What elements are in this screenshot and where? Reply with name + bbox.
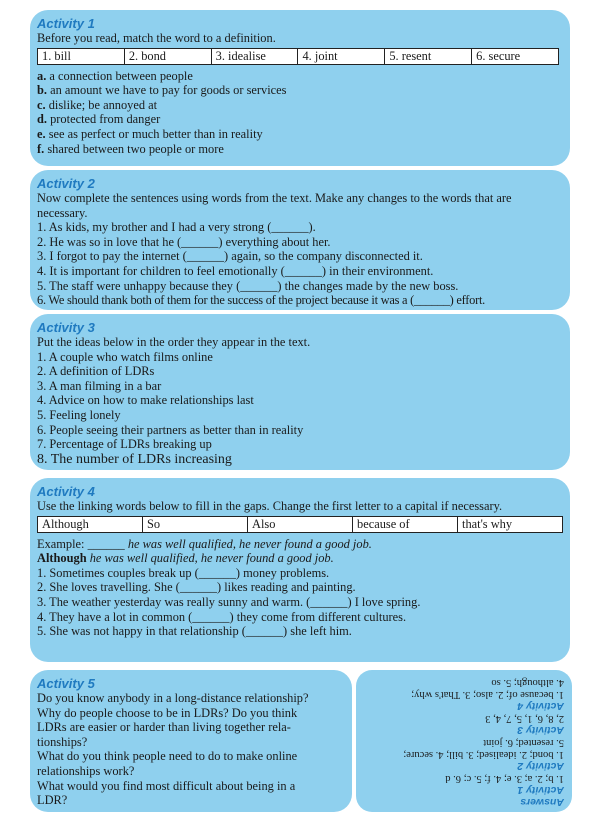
gap-sentence: 3. The weather yesterday was really sunny and warm. (______) I love spring. — [37, 594, 421, 609]
activity-1-word-table — [37, 48, 559, 65]
answers-box — [356, 670, 572, 812]
word-cell: 5. resent — [385, 49, 472, 64]
gap-sentence: 5. She was not happy in that relationship (______) she left him. — [37, 624, 352, 639]
definition-item: e. see as perfect or much better than in reality — [37, 126, 263, 141]
definition-item: d. protected from danger — [37, 112, 161, 127]
definition-item: a. a connection between people — [37, 68, 193, 83]
word-cell: 4. joint — [298, 49, 385, 64]
question-line: What do you think people need to do to make online — [37, 749, 298, 764]
answers-activity-3-title: Activity 3 — [517, 724, 564, 736]
activity-3-box — [30, 314, 570, 470]
linking-word-cell: So — [143, 517, 248, 532]
word-cell: 3. idealise — [212, 49, 299, 64]
activity-4-box — [30, 478, 570, 662]
activity-5-title: Activity 5 — [37, 676, 95, 691]
sentence-item: 2. He was so in love that he (______) everything about her. — [37, 234, 331, 249]
linking-word-cell: Although — [38, 517, 143, 532]
activity-1-instruction: Before you read, match the word to a definition. — [37, 31, 276, 45]
word-cell: 2. bond — [125, 49, 212, 64]
activity-5-box — [30, 670, 352, 812]
activity-4-word-table — [37, 516, 563, 533]
gap-sentence: 1. Sometimes couples break up (______) money problems. — [37, 565, 330, 580]
question-line: Do you know anybody in a long-distance relationship? — [37, 691, 309, 705]
activity-2-box — [30, 170, 570, 310]
definition-item: c. dislike; be annoyed at — [37, 97, 158, 112]
answers-activity-3-line: 2, 8, 6, 1, 5, 7, 4, 3 — [485, 713, 564, 724]
activity-1-box — [30, 10, 570, 166]
sentence-item: 5. The staff were unhappy because they (______) the changes made by the new boss. — [37, 278, 459, 293]
linking-word-cell: because of — [353, 517, 458, 532]
idea-item: 8. The number of LDRs increasing — [37, 451, 232, 467]
activity-2-title: Activity 2 — [37, 176, 95, 191]
idea-item: 4. Advice on how to make relationships last — [37, 393, 254, 408]
answers-title: Answers — [520, 796, 564, 808]
question-line: tionships? — [37, 734, 88, 749]
answers-activity-1-line: 1. b; 2. a; 3. e; 4. f; 5. c; 6. d — [445, 773, 564, 784]
activity-3-title: Activity 3 — [37, 320, 95, 335]
sentence-item: 3. I forgot to pay the internet (______) again, so the company disconnected it. — [37, 249, 423, 264]
definition-item: b. an amount we have to pay for goods or services — [37, 83, 287, 98]
question-line: relationships work? — [37, 763, 135, 778]
question-line: Why do people choose to be in LDRs? Do you think — [37, 705, 298, 720]
idea-item: 2. A definition of LDRs — [37, 364, 155, 379]
question-line: LDRs are easier or harder than living together rela- — [37, 720, 291, 735]
answers-activity-4-line: 4. although; 5. so — [491, 677, 564, 688]
example-line: Example: ______ he was well qualified, he never found a good job. — [37, 536, 372, 551]
answers-activity-4-line: 1. because of; 2. also; 3. That's why; — [411, 689, 564, 700]
activity-3-instruction: Put the ideas below in the order they appear in the text. — [37, 335, 311, 349]
sentence-item: 6. We should thank both of them for the success of the project because it was a (______) effort. — [37, 293, 486, 308]
idea-item: 7. Percentage of LDRs breaking up — [37, 437, 212, 452]
idea-item: 1. A couple who watch films online — [37, 349, 213, 364]
answers-activity-4-title: Activity 4 — [517, 700, 564, 712]
activity-2-instruction: Now complete the sentences using words from the text. Make any changes to the words that are necessary. — [37, 191, 512, 220]
word-cell: 6. secure — [476, 48, 521, 63]
linking-word-cell: Also — [248, 517, 353, 532]
idea-item: 5. Feeling lonely — [37, 407, 121, 422]
sentence-item: 4. It is important for children to feel emotionally (______) in their environment. — [37, 263, 434, 278]
activity-1-title: Activity 1 — [37, 16, 95, 31]
word-cell: 1. bill — [38, 49, 125, 64]
example-answer-line: Although he was well qualified, he never found a good job. — [37, 551, 334, 566]
gap-sentence: 4. They have a lot in common (______) they come from different cultures. — [37, 609, 407, 624]
answers-activity-2-line: 5. resented; 6. joint — [483, 737, 564, 748]
gap-sentence: 2. She loves travelling. She (______) likes reading and painting. — [37, 580, 356, 595]
answers-activity-1-title: Activity 1 — [517, 784, 564, 796]
activity-4-instruction: Use the linking words below to fill in the gaps. Change the first letter to a capital if necessary. — [37, 499, 503, 513]
definition-item: f. shared between two people or more — [37, 141, 224, 156]
activity-4-title: Activity 4 — [37, 484, 95, 499]
question-line: LDR? — [37, 793, 68, 808]
idea-item: 3. A man filming in a bar — [37, 378, 162, 393]
question-line: What would you find most difficult about being in a — [37, 778, 296, 793]
answers-activity-2-line: 1. bond; 2. idealised; 3. bill; 4. secure; — [403, 749, 564, 760]
idea-item: 6. People seeing their partners as better than in reality — [37, 422, 304, 437]
linking-word-cell: that's why — [462, 516, 513, 531]
answers-activity-2-title: Activity 2 — [517, 760, 564, 772]
sentence-item: 1. As kids, my brother and I had a very strong (______). — [37, 220, 316, 235]
